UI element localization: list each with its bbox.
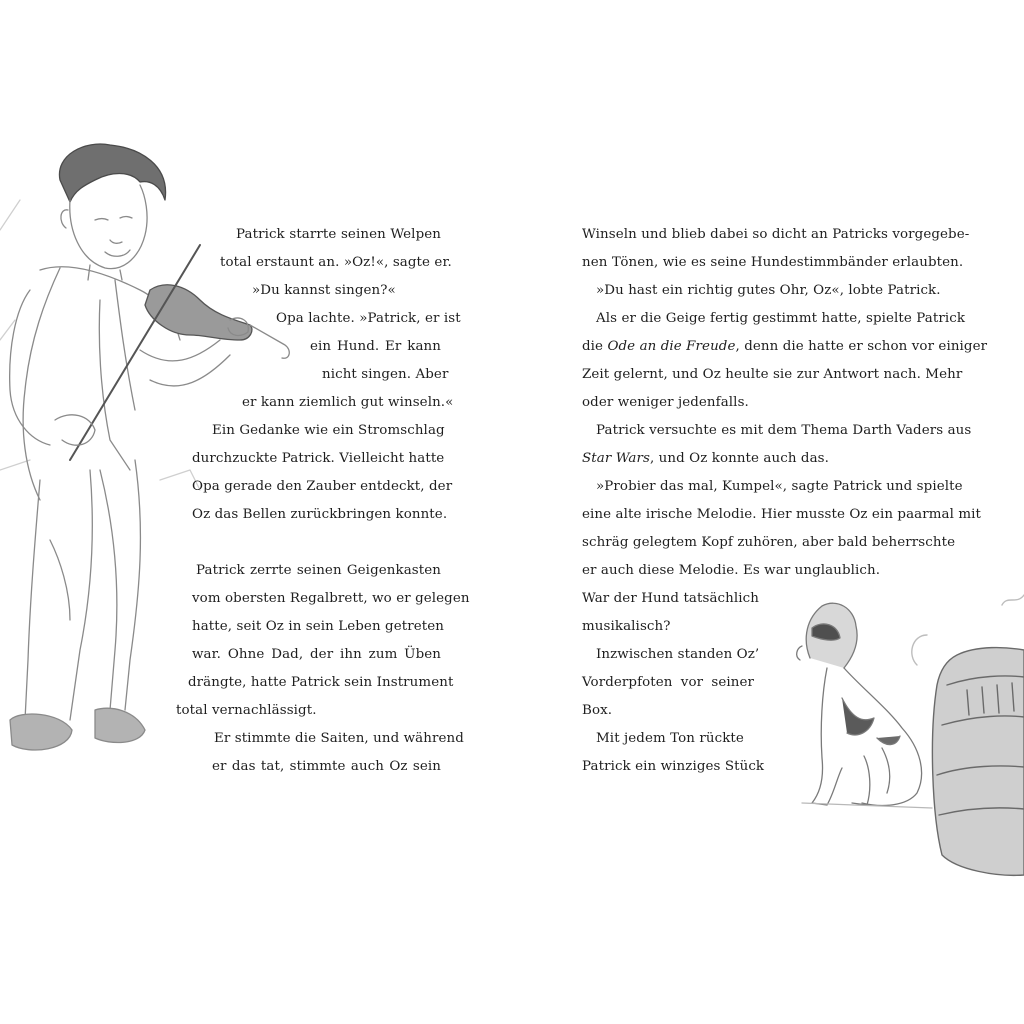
text-line: Patrick starrte seinen Welpen (236, 227, 441, 242)
text-line: er kann ziemlich gut winseln.« (242, 395, 454, 410)
text-line: »Du hast ein richtig gutes Ohr, Oz«, lobte Patrick. (596, 283, 941, 298)
text-line: musikalisch? (582, 619, 671, 634)
text-line: Mit jedem Ton rückte (596, 731, 744, 746)
pet-carrier-illustration (907, 575, 1024, 895)
text-line: Winseln und blieb dabei so dicht an Patricks vorgegebe- (582, 227, 970, 242)
text-line (582, 337, 988, 357)
text-line: »Du kannst singen?« (252, 283, 396, 298)
text-line: Er stimmte die Saiten, und während (214, 731, 464, 746)
text-line: Patrick versuchte es mit dem Thema Darth Vaders aus (596, 423, 972, 438)
text-line: Inzwischen standen Oz’ (596, 647, 760, 662)
text-line: War der Hund tatsächlich (582, 591, 759, 606)
text-line: »Probier das mal, Kumpel«, sagte Patrick und spielte (596, 479, 963, 494)
text-line: schräg gelegtem Kopf zuhören, aber bald beherrschte (582, 535, 956, 550)
text-line: hatte, seit Oz in sein Leben getreten (192, 619, 444, 634)
text-line: drängte, hatte Patrick sein Instrument (188, 675, 454, 690)
text-line: Box. (582, 703, 613, 718)
text-span: , und Oz konnte auch das. (649, 451, 829, 466)
text-line: Vorderpfoten vor seiner (582, 675, 754, 690)
text-line: Opa lachte. »Patrick, er ist (276, 311, 461, 326)
text-line: er auch diese Melodie. Es war unglaublich. (582, 563, 881, 578)
text-line: eine alte irische Melodie. Hier musste Oz ein paarmal mit (582, 507, 982, 522)
text-span: , denn die hatte er schon vor einiger (735, 339, 988, 354)
text-line: Zeit gelernt, und Oz heulte sie zur Antwort nach. Mehr (582, 367, 963, 382)
text-line: total erstaunt an. »Oz!«, sagte er. (220, 255, 452, 270)
text-line: Als er die Geige fertig gestimmt hatte, spielte Patrick (596, 311, 966, 326)
text-line: Oz das Bellen zurückbringen konnte. (192, 507, 448, 522)
text-line: er das tat, stimmte auch Oz sein (212, 759, 441, 774)
text-line: oder weniger jedenfalls. (582, 395, 749, 410)
text-line (582, 449, 882, 469)
text-line: Opa gerade den Zauber entdeckt, der (192, 479, 453, 494)
movie-title: Star Wars (582, 451, 650, 466)
text-line: durchzuckte Patrick. Vielleicht hatte (192, 451, 445, 466)
text-line: Patrick zerrte seinen Geigenkasten (196, 563, 441, 578)
text-line: Patrick ein winziges Stück (582, 759, 765, 774)
text-line: ein Hund. Er kann (310, 339, 441, 354)
text-line: nicht singen. Aber (322, 367, 449, 382)
song-title: Ode an die Freude (607, 339, 736, 354)
text-line: vom obersten Regalbrett, wo er gelegen (192, 591, 470, 606)
text-line: nen Tönen, wie es seine Hundestimmbänder erlaubten. (582, 255, 964, 270)
text-line: war. Ohne Dad, der ihn zum Üben (192, 647, 441, 662)
text-line: Ein Gedanke wie ein Stromschlag (212, 423, 445, 438)
text-span: die (582, 339, 608, 354)
text-line: total vernachlässigt. (176, 703, 317, 718)
right-page (512, 0, 1024, 1024)
